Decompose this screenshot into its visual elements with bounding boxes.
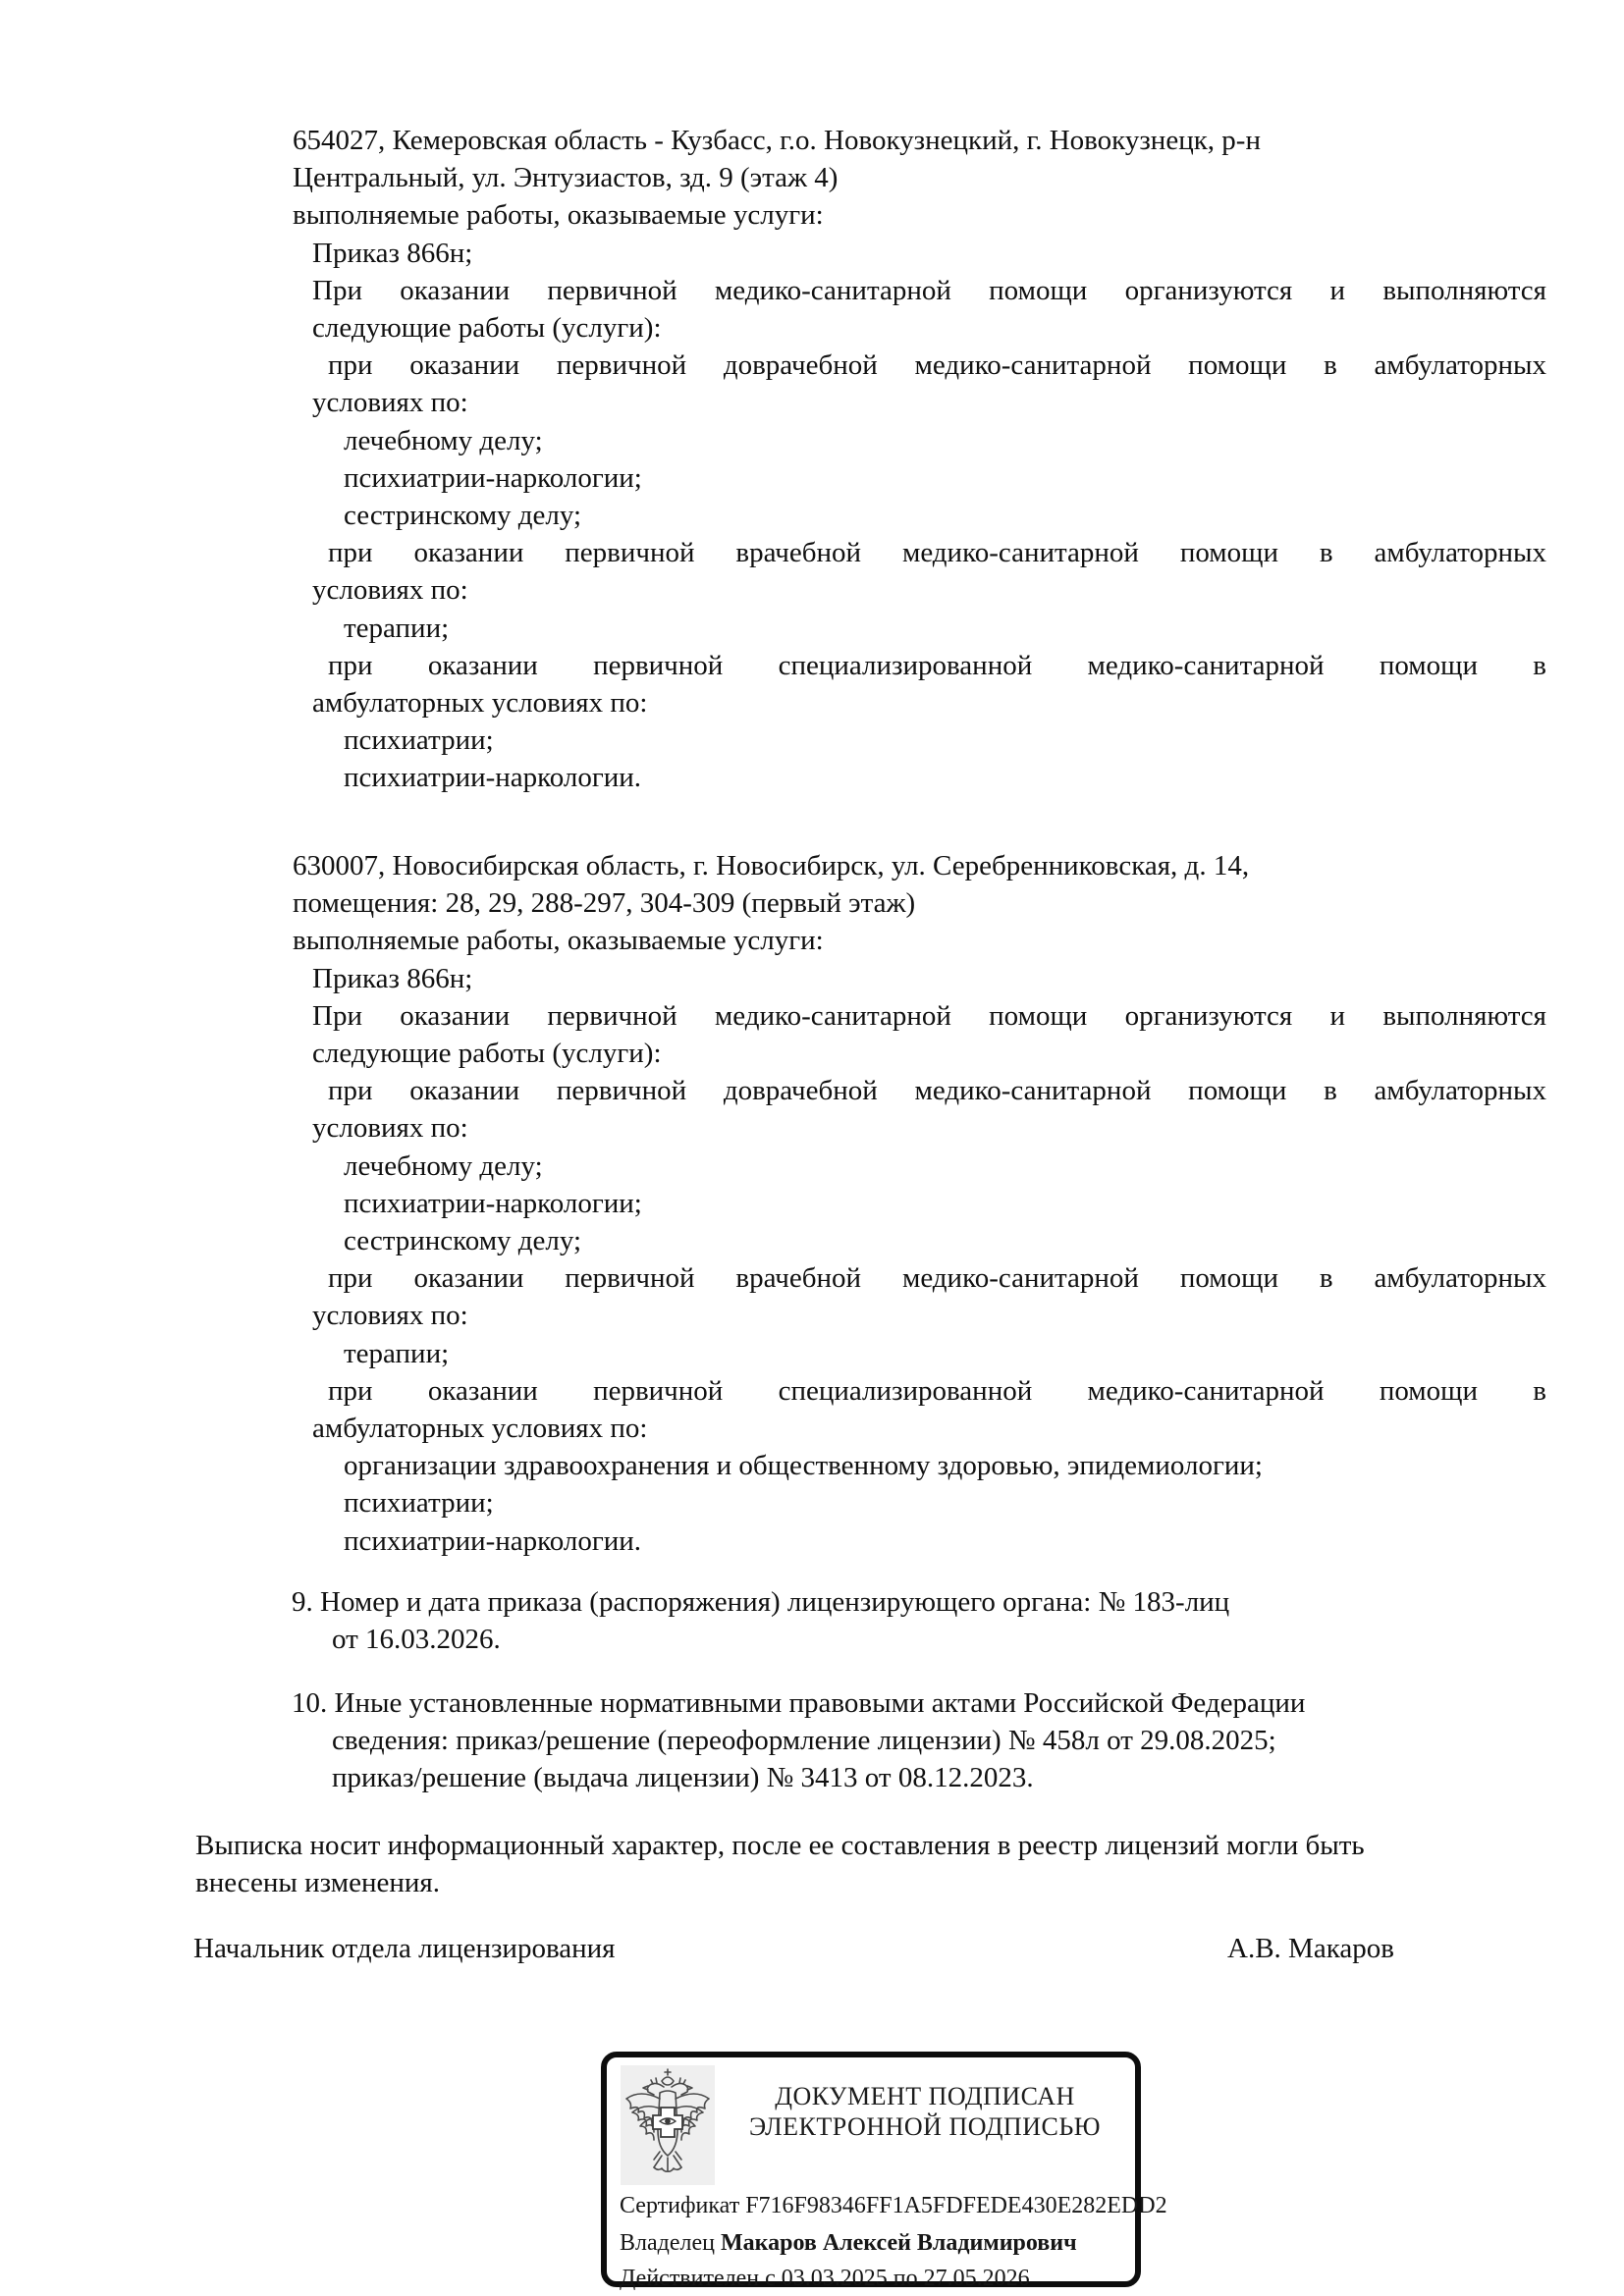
signature-person-name: А.В. Макаров (1227, 1933, 1394, 1964)
owner-name: Макаров Алексей Владимирович (720, 2230, 1077, 2256)
stamp-owner-line (620, 2228, 1077, 2258)
stamp-validity-line: Действителен с 03.03.2025 по 27.05.2026 (620, 2266, 1030, 2291)
doc-line: условиях по: (312, 574, 468, 606)
doc-line: 10. Иные установленные нормативными правовыми актами Российской Федерации (292, 1687, 1306, 1719)
doc-line: психиатрии; (344, 724, 494, 756)
doc-line: следующие работы (услуги): (312, 1038, 662, 1069)
doc-line: психиатрии-наркологии; (344, 1188, 642, 1219)
signature-position-label: Начальник отдела лицензирования (193, 1933, 616, 1964)
doc-line: лечебному делу; (344, 1150, 543, 1182)
owner-label: Владелец (620, 2230, 715, 2256)
doc-line: амбулаторных условиях по: (312, 687, 648, 719)
doc-line: при оказании первичной специализированной медико-санитарной помощи в (328, 1375, 1546, 1407)
doc-line: 9. Номер и дата приказа (распоряжения) лицензирующего органа: № 183-лиц (292, 1586, 1230, 1618)
doc-line: сестринскому делу; (344, 1225, 582, 1256)
doc-line: Выписка носит информационный характер, после ее составления в реестр лицензий могли быть (195, 1830, 1365, 1861)
stamp-title-line2: ЭЛЕКТРОННОЙ ПОДПИСЬЮ (749, 2112, 1101, 2141)
doc-line: выполняемые работы, оказываемые услуги: (293, 199, 824, 231)
doc-line: При оказании первичной медико-санитарной помощи организуются и выполняются (312, 1000, 1546, 1032)
doc-line: организации здравоохранения и общественному здоровью, эпидемиологии; (344, 1450, 1263, 1481)
doc-line: 630007, Новосибирская область, г. Новосибирск, ул. Серебренниковская, д. 14, (293, 850, 1250, 881)
doc-line: Приказ 866н; (312, 238, 473, 269)
doc-line: терапии; (344, 1338, 450, 1369)
doc-line: при оказании первичной специализированной медико-санитарной помощи в (328, 650, 1546, 681)
doc-line: амбулаторных условиях по: (312, 1413, 648, 1444)
doc-line: внесены изменения. (195, 1867, 440, 1898)
doc-line: Приказ 866н; (312, 963, 473, 994)
doc-line: психиатрии-наркологии. (344, 762, 642, 793)
doc-line: приказ/решение (выдача лицензии) № 3413 от 08.12.2023. (332, 1762, 1034, 1793)
doc-line: условиях по: (312, 387, 468, 418)
doc-line: условиях по: (312, 1112, 468, 1144)
doc-line: 654027, Кемеровская область - Кузбасс, г.о. Новокузнецкий, г. Новокузнецк, р-н (293, 125, 1261, 156)
doc-line: Центральный, ул. Энтузиастов, зд. 9 (этаж 4) (293, 162, 839, 193)
stamp-title-line1: ДОКУМЕНТ ПОДПИСАН (775, 2082, 1075, 2110)
roszdravnadzor-eagle-icon (621, 2065, 715, 2185)
doc-line: от 16.03.2026. (332, 1624, 501, 1655)
doc-line: При оказании первичной медико-санитарной помощи организуются и выполняются (312, 275, 1546, 306)
doc-line: сестринскому делу; (344, 500, 582, 531)
doc-line: при оказании первичной врачебной медико-санитарной помощи в амбулаторных (328, 537, 1546, 568)
doc-line: следующие работы (услуги): (312, 312, 662, 344)
stamp-certificate-line (620, 2191, 1167, 2220)
doc-line: при оказании первичной доврачебной медико-санитарной помощи в амбулаторных (328, 349, 1546, 381)
certificate-value: F716F98346FF1A5FDFEDE430E282EDD2 (745, 2193, 1167, 2218)
doc-line: сведения: приказ/решение (переоформление лицензии) № 458л от 29.08.2025; (332, 1725, 1276, 1756)
doc-line: психиатрии; (344, 1487, 494, 1519)
doc-line: лечебному делу; (344, 425, 543, 456)
doc-line: условиях по: (312, 1300, 468, 1331)
doc-line: психиатрии-наркологии. (344, 1525, 642, 1557)
doc-line: при оказании первичной врачебной медико-санитарной помощи в амбулаторных (328, 1262, 1546, 1294)
doc-line: психиатрии-наркологии; (344, 462, 642, 494)
doc-line: терапии; (344, 613, 450, 644)
electronic-signature-stamp (601, 2052, 1167, 2291)
doc-line: при оказании первичной доврачебной медико-санитарной помощи в амбулаторных (328, 1075, 1546, 1106)
doc-line: выполняемые работы, оказываемые услуги: (293, 925, 824, 956)
doc-line: помещения: 28, 29, 288-297, 304-309 (первый этаж) (293, 887, 916, 919)
certificate-label: Сертификат (620, 2193, 740, 2218)
